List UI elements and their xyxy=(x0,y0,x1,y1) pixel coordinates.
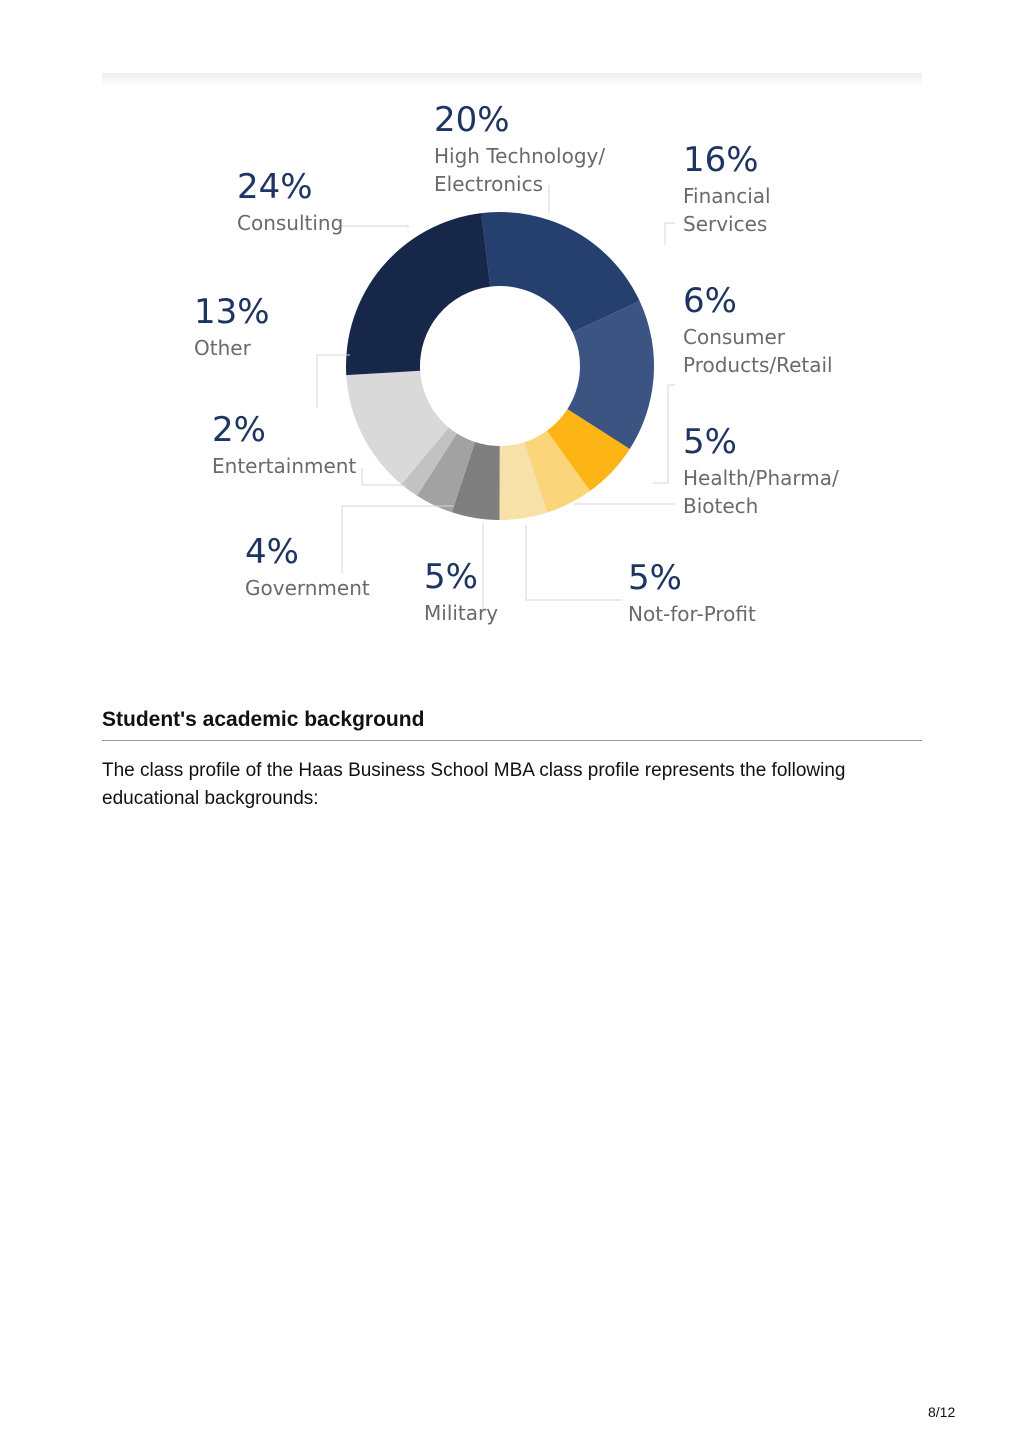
slice-category-government: Government xyxy=(245,576,370,600)
slice-label-health-pharma-biotech xyxy=(683,422,839,518)
slice-percent-entertainment: 2% xyxy=(212,410,266,450)
slice-category-not-for-profit: Not-for-Profit xyxy=(628,602,756,626)
section-heading: Student's academic background xyxy=(102,708,922,741)
slice-category-high-technology-electronics: High Technology/ xyxy=(434,144,606,168)
leader-line-consulting xyxy=(338,226,408,228)
slice-percent-financial-services: 16% xyxy=(683,140,759,180)
section-intro-text: The class profile of the Haas Business School MBA class profile represents the following educational backgrounds: xyxy=(102,760,846,809)
leader-line-financial-services xyxy=(665,223,675,245)
leader-line-not-for-profit xyxy=(526,525,622,600)
page-number: 8/12 xyxy=(928,1404,956,1420)
slice-category-consumer-products-retail: Products/Retail xyxy=(683,353,833,377)
slice-label-entertainment xyxy=(212,410,356,478)
leader-line-consumer-products-retail xyxy=(653,385,675,483)
slice-label-consumer-products-retail xyxy=(683,281,833,377)
slice-category-financial-services: Services xyxy=(683,212,768,236)
slice-category-other: Other xyxy=(194,336,251,360)
slice-label-high-technology-electronics xyxy=(434,100,605,196)
slice-category-financial-services: Financial xyxy=(683,184,771,208)
slice-category-health-pharma-biotech: Health/Pharma/ xyxy=(683,466,839,490)
slice-category-high-technology-electronics: Electronics xyxy=(434,172,544,196)
slice-label-consulting xyxy=(237,167,343,235)
slice-percent-military: 5% xyxy=(424,557,478,597)
industry-donut-chart xyxy=(102,73,922,653)
slice-label-government xyxy=(245,532,370,600)
slice-percent-other: 13% xyxy=(194,292,270,332)
slice-category-entertainment: Entertainment xyxy=(212,454,357,478)
slice-label-not-for-profit xyxy=(628,558,756,626)
slice-percent-not-for-profit: 5% xyxy=(628,558,682,598)
slice-percent-health-pharma-biotech: 5% xyxy=(683,422,737,462)
slice-label-military xyxy=(424,557,498,625)
slice-label-financial-services xyxy=(683,140,771,236)
slice-category-consulting: Consulting xyxy=(237,211,344,235)
donut-chart-panel xyxy=(102,73,922,653)
slice-label-other xyxy=(194,292,270,360)
slice-percent-consumer-products-retail: 6% xyxy=(683,281,737,321)
slice-category-military: Military xyxy=(424,601,499,625)
slice-category-health-pharma-biotech: Biotech xyxy=(683,494,759,518)
slice-category-consumer-products-retail: Consumer xyxy=(683,325,785,349)
slice-percent-consulting: 24% xyxy=(237,167,313,207)
slice-percent-government: 4% xyxy=(245,532,299,572)
leader-line-other xyxy=(317,355,350,408)
slice-percent-high-technology-electronics: 20% xyxy=(434,100,510,140)
donut-hole xyxy=(421,287,579,445)
